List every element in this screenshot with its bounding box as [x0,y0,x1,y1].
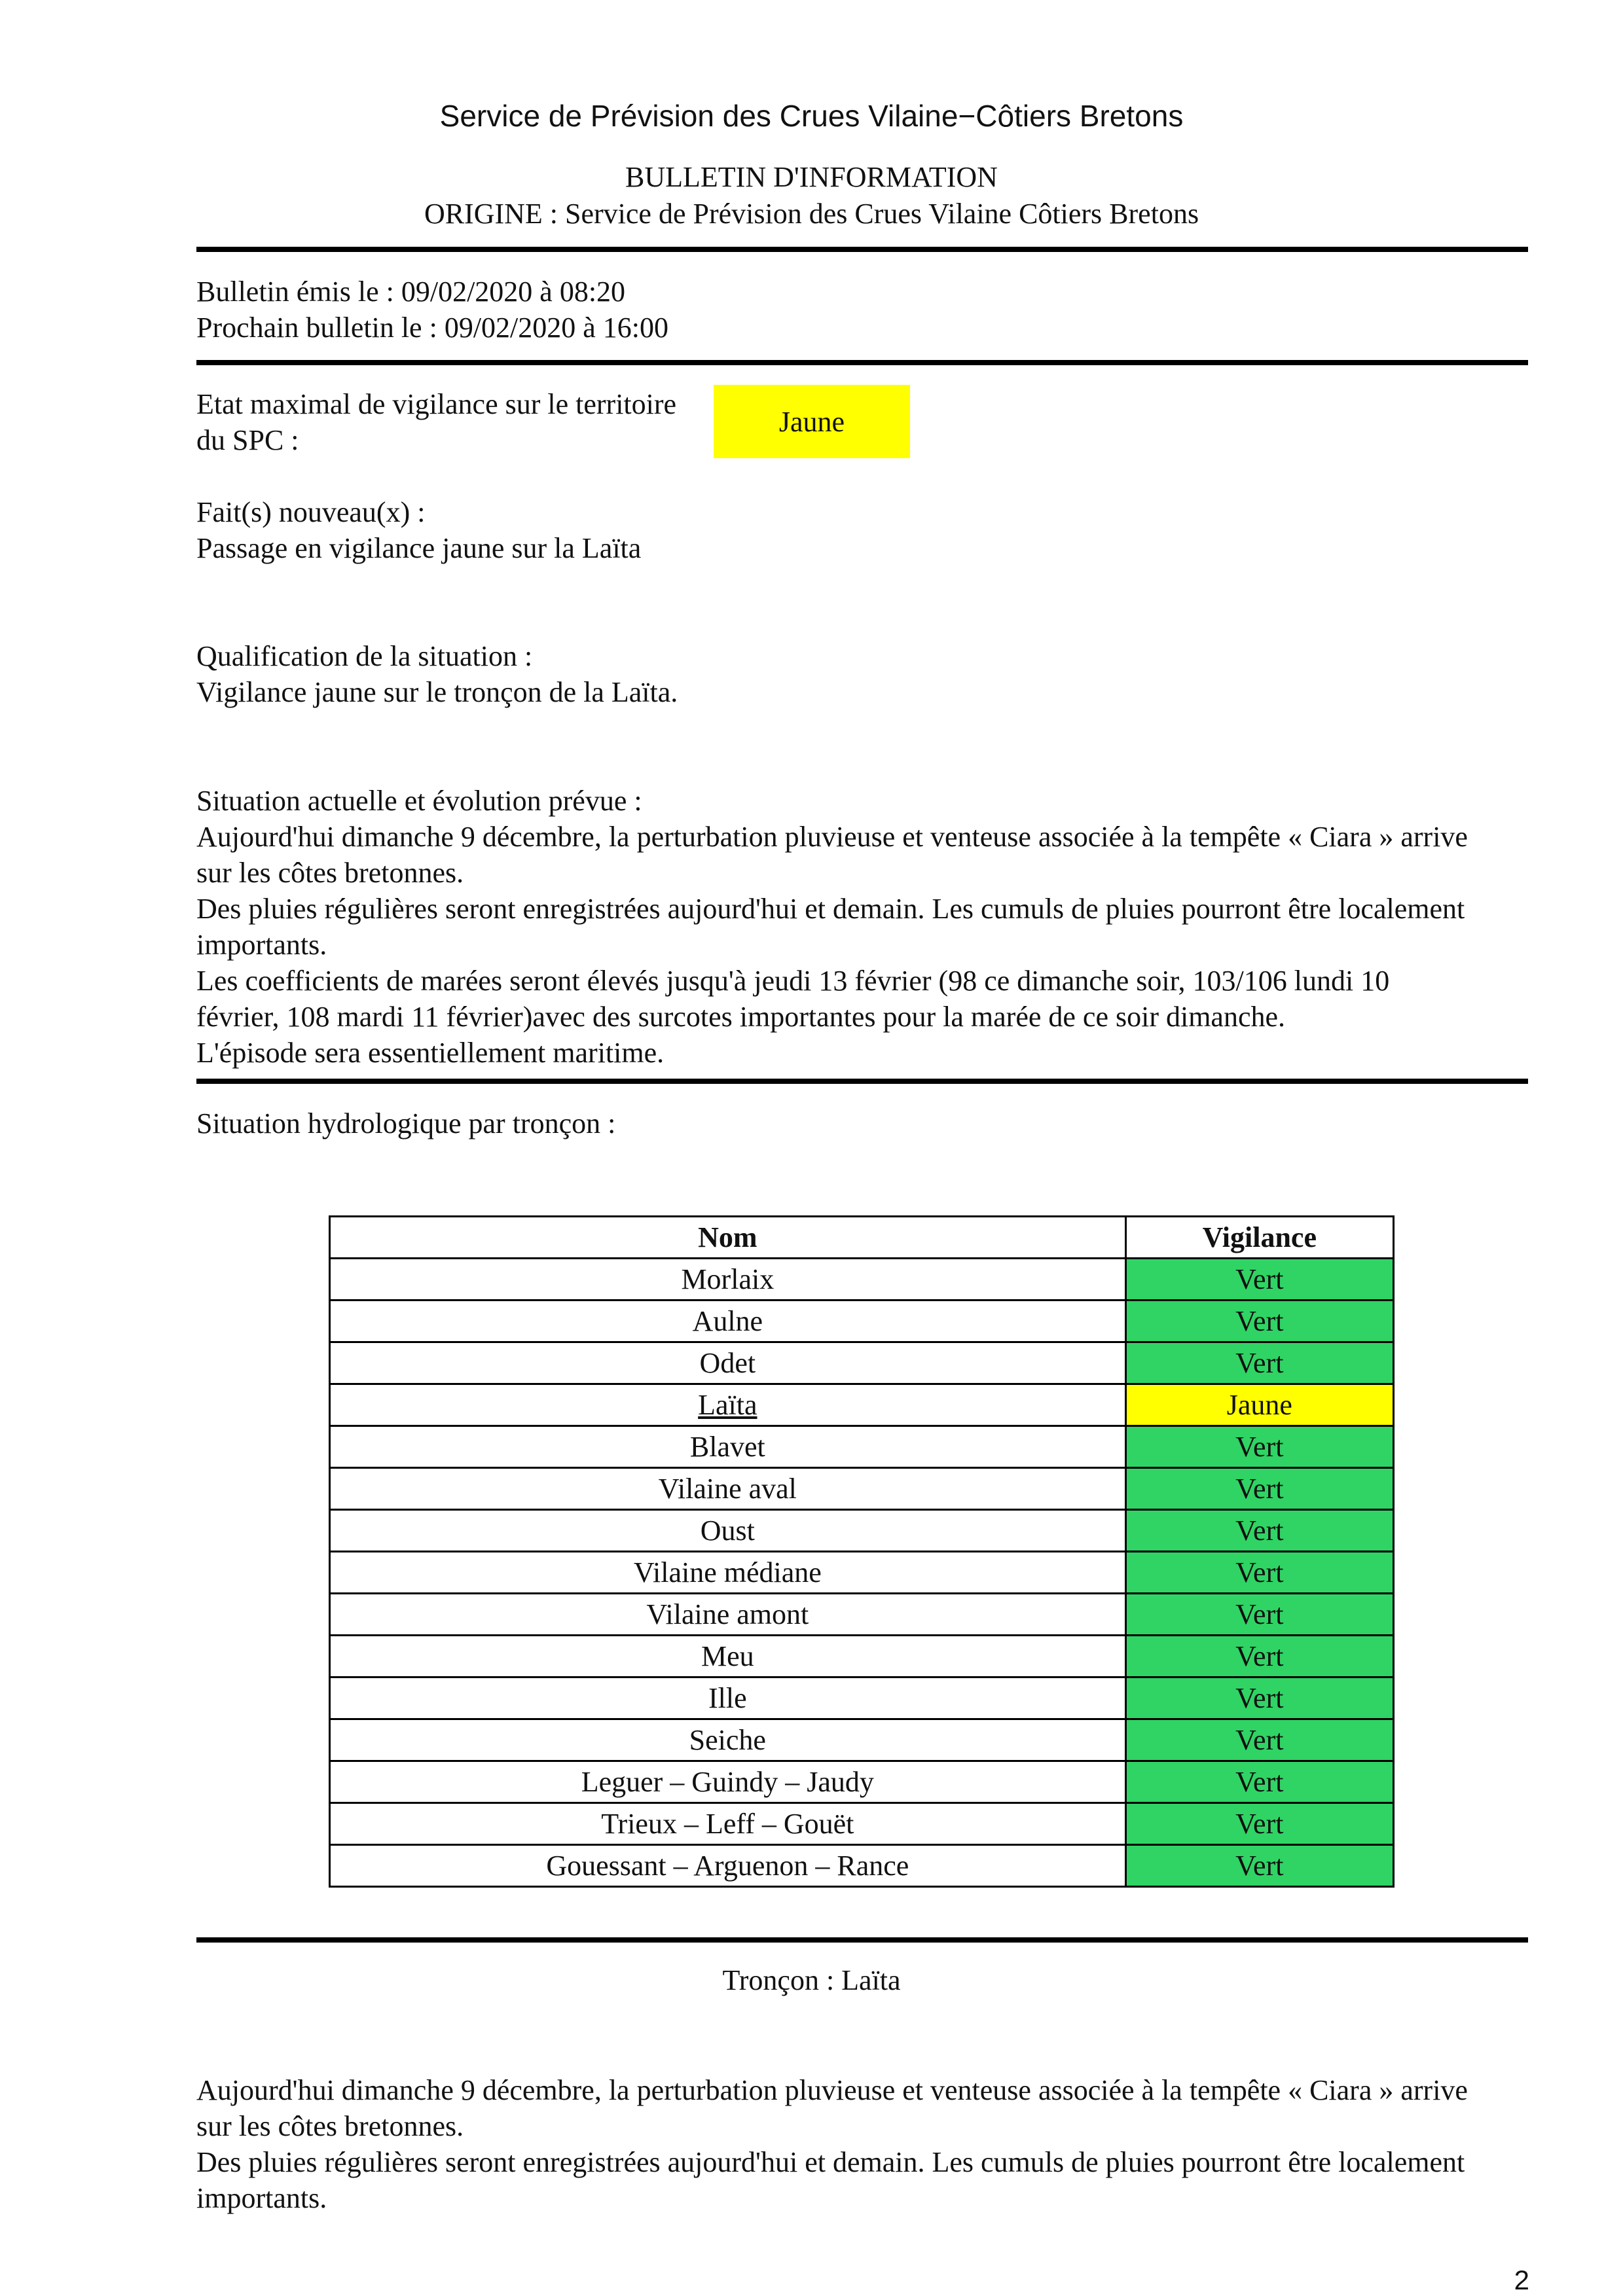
separator [196,1937,1528,1943]
vigilance-level: Vert [1125,1259,1393,1300]
section-name: Seiche [330,1719,1126,1761]
separator [196,360,1528,365]
situation-line: importants. [196,929,327,961]
section-name: Vilaine aval [330,1468,1126,1510]
situation [196,783,1532,1071]
bulletin-origin: ORIGINE : Service de Prévision des Crues Vilaine Côtiers Bretons [424,198,1199,230]
vigilance-level: Vert [1125,1761,1393,1803]
table-row [330,1761,1394,1803]
table-row [330,1300,1394,1342]
vigilance-level: Vert [1125,1845,1393,1887]
qualification [196,638,1532,710]
qualification-text: Vigilance jaune sur le tronçon de la Laïta. [196,676,678,708]
situation-line: L'épisode sera essentiellement maritime. [196,1037,665,1069]
situation-line: Aujourd'hui dimanche 9 décembre, la perturbation pluvieuse et venteuse associée à la tempête « Ciara » arrive [196,821,1468,853]
column-header-vigilance: Vigilance [1125,1217,1393,1259]
table-row [330,1342,1394,1384]
page-number: 2 [1514,2265,1529,2295]
new-facts-label: Fait(s) nouveau(x) : [196,496,426,528]
table-row [330,1677,1394,1719]
vigilance-level: Vert [1125,1636,1393,1677]
vigilance-level-badge: Jaune [714,385,910,458]
section-name: Vilaine médiane [330,1552,1126,1594]
vigilance-level: Vert [1125,1426,1393,1468]
qualification-label: Qualification de la situation : [196,640,533,672]
section-line: importants. [196,2182,327,2214]
section-name: Trieux – Leff – Gouët [330,1803,1126,1845]
section-name: Gouessant – Arguenon – Rance [330,1845,1126,1887]
section-name: Leguer – Guindy – Jaudy [330,1761,1126,1803]
service-name: Service de Prévision des Crues Vilaine−Côtiers Bretons [439,99,1184,133]
vigilance-level: Vert [1125,1677,1393,1719]
section-text [196,2072,1532,2216]
section-name: Ille [330,1677,1126,1719]
vigilance-level: Vert [1125,1468,1393,1510]
separator [196,247,1528,252]
separator [196,1079,1528,1084]
vigilance-label: Etat maximal de vigilance sur le territoire du SPC : [196,388,677,456]
section-title: Tronçon : Laïta [722,1964,901,1996]
table-row [330,1803,1394,1845]
situation-line: sur les côtes bretonnes. [196,857,464,889]
issued-date: Bulletin émis le : 09/02/2020 à 08:20 [196,276,626,308]
situation-line: février, 108 mardi 11 février)avec des surcotes importantes pour la marée de ce soir dimanche. [196,1001,1286,1033]
table-row [330,1510,1394,1552]
table-row [330,1426,1394,1468]
table-row [330,1259,1394,1300]
vigilance-level: Jaune [1125,1384,1393,1426]
vigilance-level: Vert [1125,1342,1393,1384]
table-header-row [330,1217,1394,1259]
section-name: Odet [330,1342,1126,1384]
section-name: Morlaix [330,1259,1126,1300]
section-name: Oust [330,1510,1126,1552]
section-name: Vilaine amont [330,1594,1126,1636]
table-row [330,1552,1394,1594]
situation-label: Situation actuelle et évolution prévue : [196,785,642,817]
vigilance-level: Vert [1125,1719,1393,1761]
column-header-name: Nom [330,1217,1126,1259]
table-row [330,1636,1394,1677]
vigilance-level: Vert [1125,1552,1393,1594]
vigilance-level: Vert [1125,1803,1393,1845]
next-bulletin-date: Prochain bulletin le : 09/02/2020 à 16:00 [196,312,669,344]
section-link-laita[interactable]: Laïta [698,1389,757,1421]
table-row [330,1719,1394,1761]
table-row [330,1384,1394,1426]
table-row [330,1845,1394,1887]
table-row [330,1468,1394,1510]
bulletin-title: BULLETIN D'INFORMATION [625,161,998,193]
new-facts-text: Passage en vigilance jaune sur la Laïta [196,532,642,564]
situation-line: Des pluies régulières seront enregistrées aujourd'hui et demain. Les cumuls de pluies pourront être localement [196,893,1465,925]
vigilance-level: Vert [1125,1300,1393,1342]
section-name: Meu [330,1636,1126,1677]
section-name: Blavet [330,1426,1126,1468]
vigilance-level: Vert [1125,1510,1393,1552]
section-line: Aujourd'hui dimanche 9 décembre, la perturbation pluvieuse et venteuse associée à la tempête « Ciara » arrive [196,2074,1468,2106]
section-name-link[interactable] [330,1384,1126,1426]
bulletin-dates [196,274,1532,346]
hydro-table [329,1215,1395,1888]
table-row [330,1594,1394,1636]
hydro-label: Situation hydrologique par tronçon : [196,1107,616,1139]
new-facts [196,494,1532,566]
section-line: Des pluies régulières seront enregistrées aujourd'hui et demain. Les cumuls de pluies pourront être localement [196,2146,1465,2178]
situation-line: Les coefficients de marées seront élevés jusqu'à jeudi 13 février (98 ce dimanche soir, 103/106 lundi 10 [196,965,1390,997]
section-name: Aulne [330,1300,1126,1342]
section-line: sur les côtes bretonnes. [196,2110,464,2142]
vigilance-level: Vert [1125,1594,1393,1636]
